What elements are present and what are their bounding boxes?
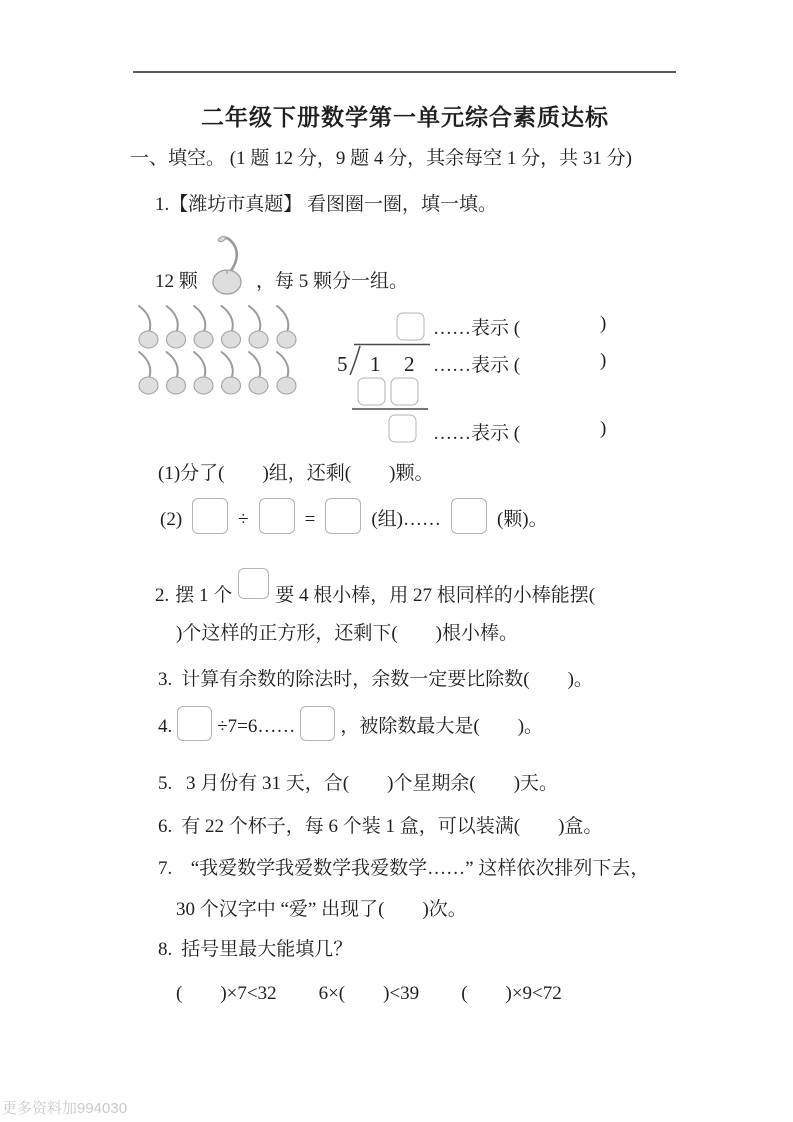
part2-label: (2) [160,509,183,531]
question-1-number: 1. [155,194,170,215]
remainder-note-close: ) [600,418,607,439]
question-8-number: 8. [158,939,173,960]
question-8-prompt: 括号里最大能填几？ [181,939,353,960]
remainder-note: ……表示 ( [433,423,521,444]
divide-sign: ÷ [238,509,249,531]
question-5 [158,772,558,796]
answer-box[interactable] [259,498,295,534]
divisor-digit: 5 [337,352,348,376]
question-2-before-box: 摆 1 个 [175,585,233,607]
dividend-note-close: ) [600,350,607,371]
question-1-prompt: 看图圈一圈，填一填。 [302,194,498,215]
question-2-after-box: 要 4 根小棒，用 27 根同样的小棒能摆( [275,585,596,607]
question-7-line1 [158,857,649,881]
question-1 [155,193,497,217]
quotient-note-close: ) [600,313,607,334]
answer-box[interactable] [177,706,212,741]
division-bracket [350,346,360,375]
cherry-count-label: 12 颗 [155,271,198,292]
cherries-grid [135,301,301,395]
question-2-line1 [155,568,595,608]
dividend-ones-digit: 2 [404,352,415,376]
question-3-number: 3. [158,669,173,690]
cherry-icon [203,231,253,295]
question-1-part1: (1)分了( )组，还剩( )颗。 [158,463,434,484]
question-6-number: 6. [158,816,173,837]
unit-piece-label: (颗)。 [496,509,548,531]
expression-2: 6×( )<39 [318,983,420,1004]
question-2-number: 2. [155,585,170,607]
answer-box[interactable] [358,378,385,405]
section-one-heading: 一、填空。 (1 题 12 分，9 题 4 分，其余每空 1 分，共 31 分) [130,148,632,169]
answer-box[interactable] [397,313,424,340]
answer-box[interactable] [325,498,361,534]
question-8 [158,938,352,962]
question-5-text: 3 月份有 31 天，合( )个星期余( )天。 [181,773,559,794]
answer-box[interactable] [238,568,269,599]
answer-box[interactable] [300,706,335,741]
question-4-after: ，被除数最大是( )。 [340,716,544,738]
dividend-note: ……表示 ( [433,355,521,376]
question-4 [158,706,543,741]
question-6 [158,815,602,839]
header-rule [133,71,676,73]
answer-box[interactable] [391,378,418,405]
question-7-number: 7. [158,858,173,879]
question-1-part2 [160,498,548,534]
question-7-line2: 30 个汉字中 “爱” 出现了( )次。 [176,899,467,920]
unit-group-label: (组)…… [371,509,441,531]
answer-box[interactable] [451,498,487,534]
dividend-tens-digit: 1 [370,352,381,376]
equals-sign: = [304,509,316,531]
question-1-source-tag: 【潍坊市真题】 [169,194,303,215]
question-6-text: 有 22 个杯子，每 6 个装 1 盒，可以装满( )盒。 [181,816,603,837]
question-3-text: 计算有余数的除法时，余数一定要比除数( )。 [181,669,593,690]
watermark: 更多资料加994030 [2,1100,128,1117]
long-division-diagram [335,305,440,447]
answer-box[interactable] [192,498,228,534]
question-5-number: 5. [158,773,173,794]
question-3 [158,668,593,692]
question-8-expressions [176,982,562,1006]
question-2-line2: )个这样的正方形，还剩下( )根小棒。 [176,623,518,644]
grouping-instruction: ，每 5 颗分一组。 [256,271,409,292]
question-7-text1: “我爱数学我爱数学我爱数学……” 这样依次排列下去， [181,858,650,879]
quotient-note: ……表示 ( [433,318,521,339]
question-4-middle: ÷7=6…… [217,716,296,738]
question-4-number: 4. [158,716,173,738]
expression-3: ( )×9<72 [461,983,562,1004]
answer-box[interactable] [389,415,416,442]
expression-1: ( )×7<32 [176,983,277,1004]
page-title: 二年级下册数学第一单元综合素质达标 [201,105,609,130]
